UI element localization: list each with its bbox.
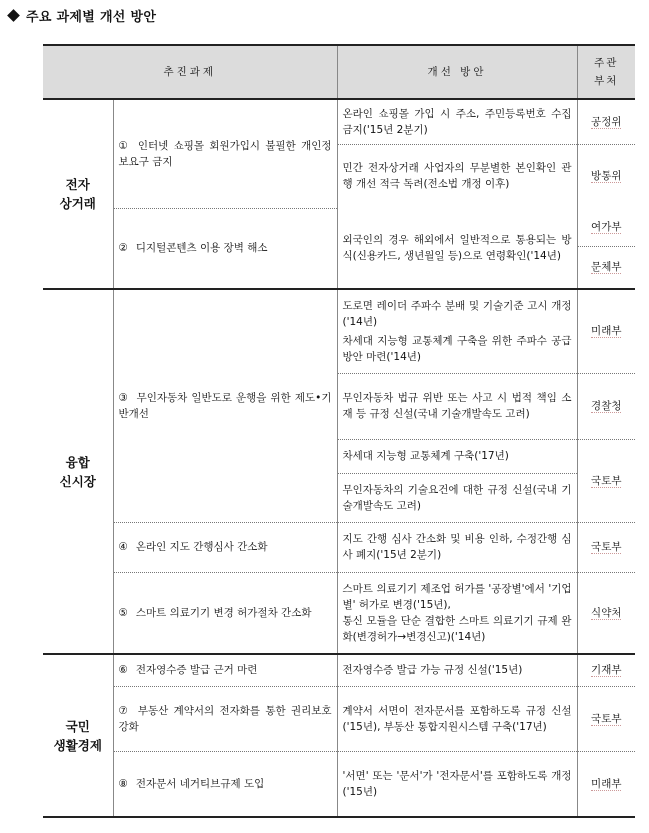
ministry-10: 기재부	[577, 654, 635, 686]
ministry-2: 방통위	[591, 170, 622, 183]
task-7: ⑦ 부동산 계약서의 전자화를 통한 권리보호 강화	[113, 686, 337, 751]
plan-10: 전자영수증 발급 가능 규정 신설('15년)	[337, 654, 577, 686]
plan-4: 도로면 레이더 주파수 분배 및 기술기준 고시 개정('14년) 차세대 지능형 교통체계 구축을 위한 주파수 공급방안 마련('14년)	[337, 289, 577, 373]
plan-6: 차세대 지능형 교통체계 구축('17년)	[337, 439, 577, 473]
header-ministry: 주관 부처	[577, 45, 635, 99]
plan-7: 무인자동차의 기술요건에 대한 규정 신설(국내 기술개발속도 고려)	[337, 473, 577, 522]
ministry-11: 국토부	[577, 686, 635, 751]
task-3: ③ 무인자동차 일반도로 운행을 위한 제도•기반개선	[113, 289, 337, 522]
plan-5: 무인자동차 법규 위반 또는 사고 시 법적 책임 소재 등 규정 신설(국내 기술개발속도 고려)	[337, 373, 577, 439]
ministry-9: 식약처	[577, 572, 635, 654]
header-plan: 개선 방안	[337, 45, 577, 99]
plan-3: 외국인의 경우 해외에서 일반적으로 통용되는 방식(신용카드, 생년월일 등)으로 연령확인('14년)	[337, 208, 577, 289]
plan-11: 계약서 서면이 전자문서를 포함하도록 규정 신설('15년), 부동산 통합지원시스템 구축('17년)	[337, 686, 577, 751]
task-6: ⑥ 전자영수증 발급 근거 마련	[113, 654, 337, 686]
plan-12: '서면' 또는 '문서'가 '전자문서'를 포함하도록 개정('15년)	[337, 751, 577, 817]
task-1: ① 인터넷 쇼핑몰 회원가입시 불필한 개인정보요구 금지	[113, 99, 337, 208]
table-row	[43, 289, 635, 373]
table-row	[43, 654, 635, 686]
area-public-economy: 국민 생활경제	[43, 654, 113, 817]
task-4: ④ 온라인 지도 간행심사 간소화	[113, 522, 337, 572]
table-row	[43, 686, 635, 751]
table-row	[43, 208, 635, 246]
header-task: 추진과제	[43, 45, 337, 99]
improvement-table	[43, 44, 635, 818]
ministry-4: 문체부	[577, 246, 635, 289]
ministry-5: 미래부	[577, 289, 635, 373]
table-row	[43, 99, 635, 144]
table-row	[43, 751, 635, 817]
ministry-8: 국토부	[577, 522, 635, 572]
ministry-12: 미래부	[577, 751, 635, 817]
plan-2: 민간 전자상거래 사업자의 무분별한 본인확인 관행 개선 적극 독려(전소법 개정 이후)	[337, 144, 577, 208]
task-5: ⑤ 스마트 의료기기 변경 허가절차 간소화	[113, 572, 337, 654]
area-ecommerce: 전자 상거래	[43, 99, 113, 289]
ministry-3: 여가부	[577, 208, 635, 246]
table-header-row	[43, 45, 635, 99]
section-heading-text: 주요 과제별 개선 방안	[26, 10, 157, 25]
task-8: ⑧ 전자문서 네거티브규제 도입	[113, 751, 337, 817]
table-row	[43, 572, 635, 654]
ministry-1: 공정위	[577, 99, 635, 144]
ministry-6: 경찰청	[577, 373, 635, 439]
task-2: ② 디지털콘텐츠 이용 장벽 해소	[113, 208, 337, 289]
plan-8: 지도 간행 심사 간소화 및 비용 인하, 수정간행 심사 폐지('15년 2분기)	[337, 522, 577, 572]
ministry-7: 국토부	[577, 439, 635, 522]
table-row	[43, 522, 635, 572]
area-convergence-market: 융합 신시장	[43, 289, 113, 654]
plan-9: 스마트 의료기기 제조업 허가를 '공장별'에서 '기업별' 허가로 변경('15년), 통신 모듈을 단순 결합한 스마트 의료기기 규제 완화(변경허가→변경신고)('14년)	[337, 572, 577, 654]
section-heading	[6, 6, 156, 25]
diamond-bullet-icon	[7, 9, 20, 22]
plan-1: 온라인 쇼핑몰 가입 시 주소, 주민등록번호 수집 금지('15년 2분기)	[337, 99, 577, 144]
